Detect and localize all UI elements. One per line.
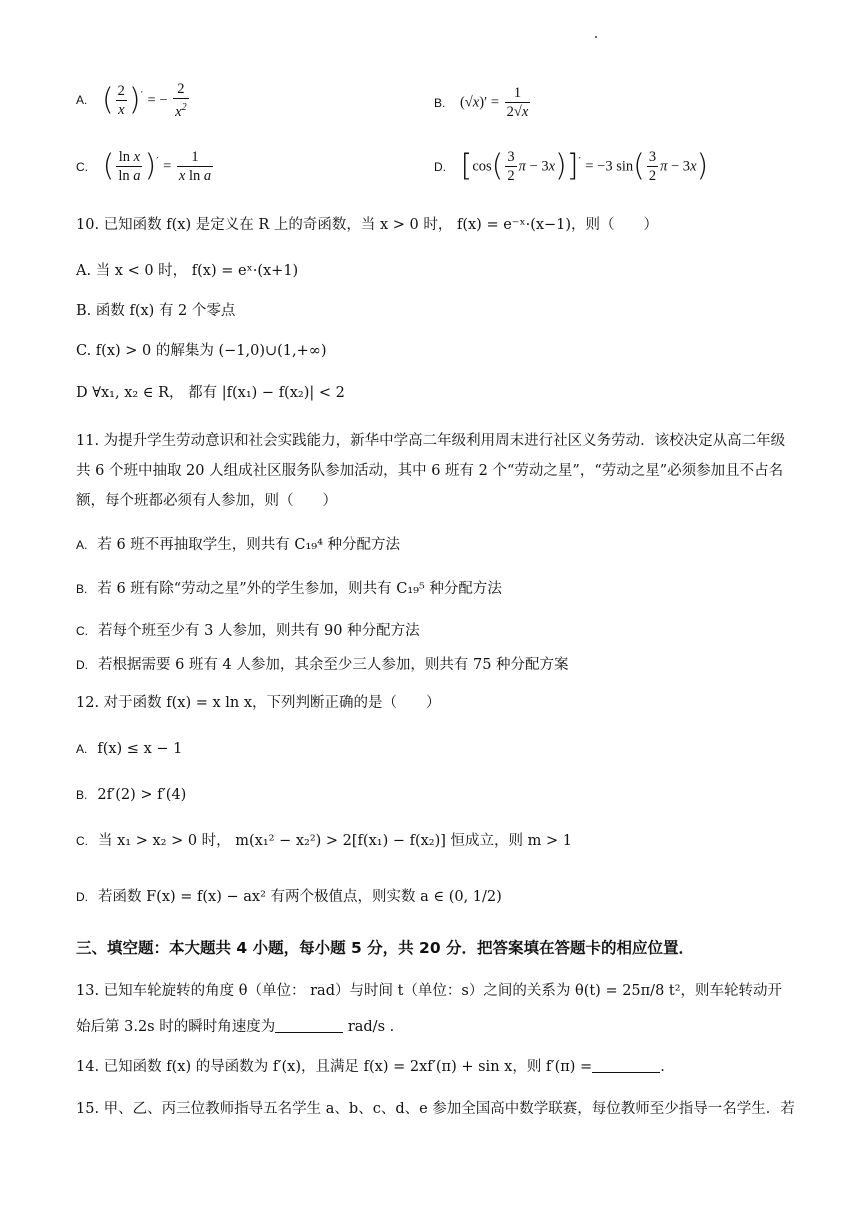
q14-line xyxy=(76,1056,798,1078)
q12-b-text: 2f′(2) > f′(4) xyxy=(97,787,187,803)
q11-option-a: A. 若 6 班不再抽取学生，则共有 C₁₉⁴ 种分配方法 xyxy=(76,537,401,553)
q15-line: 15. 甲、乙、丙三位教师指导五名学生 a、b、c、d、e 参加全国高中数学联赛，每位教师至少指导一名学生．若 xyxy=(76,1101,795,1117)
q11-option-d: D. 若根据需要 6 班有 4 人参加，其余至少三人参加，则共有 75 种分配方案 xyxy=(76,657,569,673)
q12-option-a: A. f(x) ≤ x − 1 xyxy=(76,741,183,757)
q12-c-text: 当 x₁ > x₂ > 0 时， m(x₁² − x₂²) > 2[f(x₁) − f(x₂)] 恒成立，则 m > 1 xyxy=(98,833,572,849)
q11-stem: 11. 为提升学生劳动意识和社会实践能力，新华中学高二年级利用周末进行社区义务劳动．该校决定从高二年级共 6 个班中抽取 20 人组成社区服务队参加活动，其中 6 班有 2 个“劳动之星”，“劳动之星”必须参加且不占名额，每个班都必须有人参加，则（ ） xyxy=(76,433,786,509)
section-3-heading: 三、填空题：本大题共 4 小题，每小题 5 分，共 20 分．把答案填在答题卡的相应位置． xyxy=(76,939,695,957)
q13-unit: rad/s . xyxy=(347,1019,395,1035)
scan-dot xyxy=(595,36,597,38)
q12-option-b: B. 2f′(2) > f′(4) xyxy=(76,787,187,803)
q9-option-a: A. ( $\frac{2}{x}$ )′ = − $\frac{2}{x^2}$ xyxy=(76,81,187,120)
q13-line1: 13. 已知车轮旋转的角度 θ（单位： rad）与时间 t（单位：s）之间的关系为 θ(t) = 25π/8 t²，则车轮转动开 xyxy=(76,983,783,999)
q12-option-d: D. 若函数 F(x) = f(x) − ax² 有两个极值点，则实数 a ∈ (0, 1/2) xyxy=(76,889,502,905)
q9-option-d: D. [cos( $\frac{3}{2}$ π − 3x)]′ = −3 sin( $\frac{3}{2}$ π − 3x) xyxy=(434,148,709,184)
q11-option-c: C. 若每个班至少有 3 人参加，则共有 90 种分配方法 xyxy=(76,623,420,639)
q13-answer-blank[interactable] xyxy=(275,1018,343,1033)
q14-end: . xyxy=(660,1059,665,1075)
q12-a-text: f(x) ≤ x − 1 xyxy=(97,741,183,757)
q14-text: 14. 已知函数 f(x) 的导函数为 f′(x)，且满足 f(x) = 2xf′(π) + sin x，则 f′(π) = xyxy=(76,1059,593,1075)
q10-stem: 10. 已知函数 f(x) 是定义在 R 上的奇函数，当 x > 0 时， f(x) = e⁻ˣ·(x−1)，则（ ） xyxy=(76,217,659,233)
q9-a-letter: A. xyxy=(76,93,88,108)
q12-d-text: 若函数 F(x) = f(x) − ax² 有两个极值点，则实数 a ∈ (0, 1/2) xyxy=(98,889,502,905)
q11-c-text: 若每个班至少有 3 人参加，则共有 90 种分配方法 xyxy=(98,623,420,639)
q11-a-text: 若 6 班不再抽取学生，则共有 C₁₉⁴ 种分配方法 xyxy=(97,537,401,553)
q9-b-letter: B. xyxy=(434,95,446,110)
q12-option-c: C. 当 x₁ > x₂ > 0 时， m(x₁² − x₂²) > 2[f(x₁) − f(x₂)] 恒成立，则 m > 1 xyxy=(76,833,572,849)
q11-b-text: 若 6 班有除“劳动之星”外的学生参加，则共有 C₁₉⁵ 种分配方法 xyxy=(97,581,502,597)
q11-d-text: 若根据需要 6 班有 4 人参加，其余至少三人参加，则共有 75 种分配方案 xyxy=(98,657,569,673)
q10-option-d: D ∀x₁, x₂ ∈ R， 都有 |f(x₁) − f(x₂)| < 2 xyxy=(76,385,345,401)
q13-text: 始后第 3.2s 时的瞬时角速度为 xyxy=(76,1019,276,1035)
q9-d-letter: D. xyxy=(434,159,446,174)
q11-option-b: B. 若 6 班有除“劳动之星”外的学生参加，则共有 C₁₉⁵ 种分配方法 xyxy=(76,581,502,597)
q10-option-c: C. f(x) > 0 的解集为 (−1,0)∪(1,+∞) xyxy=(76,343,327,359)
q14-answer-blank[interactable] xyxy=(592,1058,660,1073)
q10-option-b: B. 函数 f(x) 有 2 个零点 xyxy=(76,303,236,319)
q12-stem: 12. 对于函数 f(x) = x ln x，下列判断正确的是（ ） xyxy=(76,695,441,711)
q13-line2 xyxy=(76,1016,798,1038)
q10-option-a: A. 当 x < 0 时， f(x) = eˣ·(x+1) xyxy=(76,263,299,279)
q9-option-c: C. ( $\frac{\text{ln x}}{\text{ln a}}$ )′ = $\frac{1}{\text{x ln a}}$ xyxy=(76,148,212,184)
q9-c-letter: C. xyxy=(76,159,88,174)
q9-option-b: B. (√x)′ = $\frac{1}{2√x}$ xyxy=(434,85,529,120)
